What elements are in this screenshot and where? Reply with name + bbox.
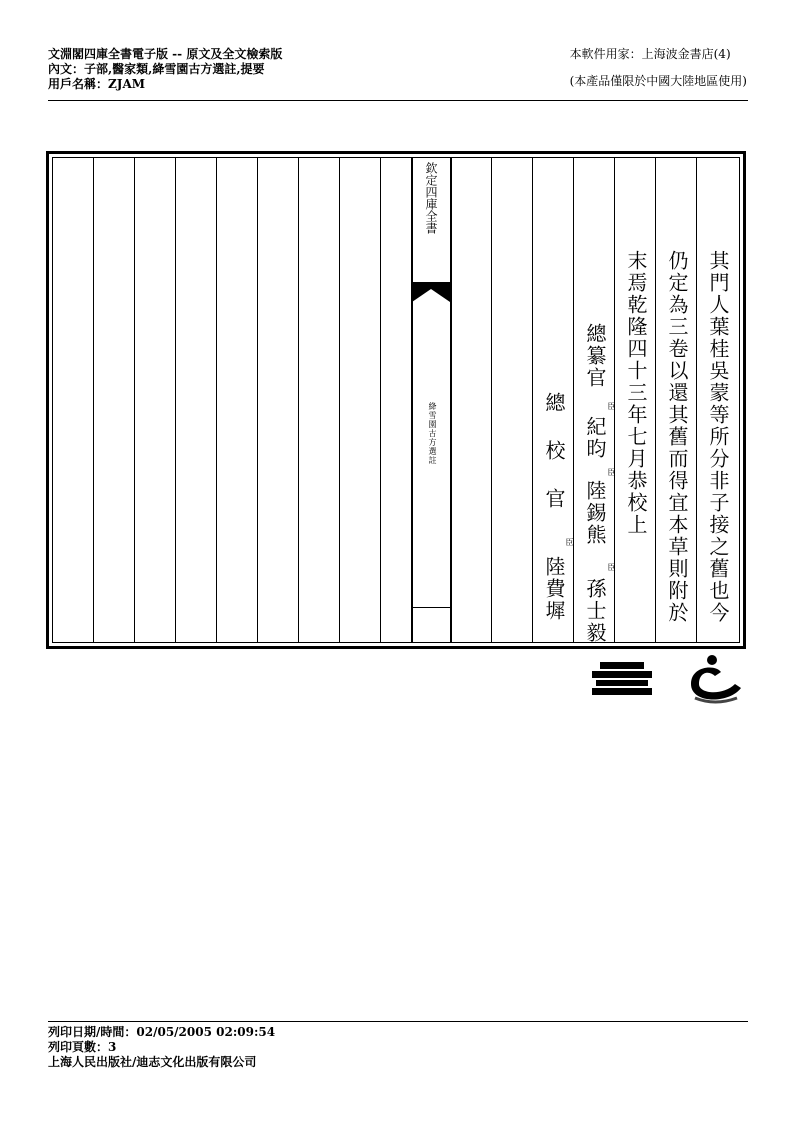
official-mark: 臣: [607, 563, 616, 571]
text-column-2: 仍定為三卷以還其舊而得宜本草則附於: [665, 250, 689, 624]
publisher-logo-right: [685, 654, 745, 706]
center-collection-title: 欽定四庫全書: [424, 162, 438, 234]
official-mark: 臣: [607, 468, 616, 476]
publisher-line: 上海人民出版社/迪志文化出版有限公司: [48, 1055, 257, 1069]
footer-rule: [48, 1021, 748, 1022]
header-username: 用戶名稱：ZJAM: [48, 77, 146, 91]
proofreader-title-3: 官: [542, 488, 566, 510]
footer: [48, 1025, 275, 1070]
column-divider: [380, 158, 381, 642]
compiler-name-2: 陸錫熊: [583, 480, 607, 546]
proofreader-name: 陸費墀: [542, 556, 566, 622]
text-column-1: 其門人葉桂吳蒙等所分非子接之舊也今: [706, 250, 730, 624]
center-band-right: [450, 158, 452, 642]
official-mark: 臣: [607, 402, 616, 410]
header-region-note: (本產品僅限於中國大陸地區使用): [569, 74, 747, 88]
page-frame: [46, 151, 746, 649]
column-divider: [93, 158, 94, 642]
proofreader-title-1: 總: [542, 392, 566, 414]
column-divider: [655, 158, 656, 642]
center-band-rule: [412, 607, 450, 608]
column-divider: [532, 158, 533, 642]
official-mark: 臣: [565, 538, 574, 546]
page-frame-inner: [52, 157, 740, 643]
compiler-name-3: 孫士毅: [583, 578, 607, 644]
column-divider: [573, 158, 574, 642]
header-left: [48, 47, 282, 92]
chief-compiler-title: 總纂官: [583, 323, 607, 389]
compiler-name-1: 紀昀: [583, 416, 607, 460]
print-page-count: 列印頁數：3: [48, 1040, 117, 1054]
header-content-path: 內文：子部,醫家類,絳雪園古方選註,提要: [48, 62, 265, 76]
column-divider: [339, 158, 340, 642]
proofreader-title-2: 校: [542, 440, 566, 462]
column-divider: [134, 158, 135, 642]
publisher-logo-left: [592, 662, 652, 696]
print-datetime: 列印日期/時間：02/05/2005 02:09:54: [48, 1025, 276, 1039]
fishtail-marker: [412, 282, 450, 302]
column-divider: [696, 158, 697, 642]
column-divider: [298, 158, 299, 642]
column-divider: [175, 158, 176, 642]
text-column-3: 末焉乾隆四十三年七月恭校上: [624, 250, 648, 536]
center-book-title: 絳雪園古方選註: [428, 402, 437, 465]
column-divider: [216, 158, 217, 642]
header-licensee: 本軟件用家：上海波金書店(4): [569, 47, 731, 61]
column-divider: [491, 158, 492, 642]
center-band-left: [411, 158, 413, 642]
column-divider: [257, 158, 258, 642]
header-right: [570, 47, 747, 101]
header-rule: [48, 100, 748, 101]
header-title: 文淵閣四庫全書電子版 -- 原文及全文檢索版: [48, 47, 283, 61]
